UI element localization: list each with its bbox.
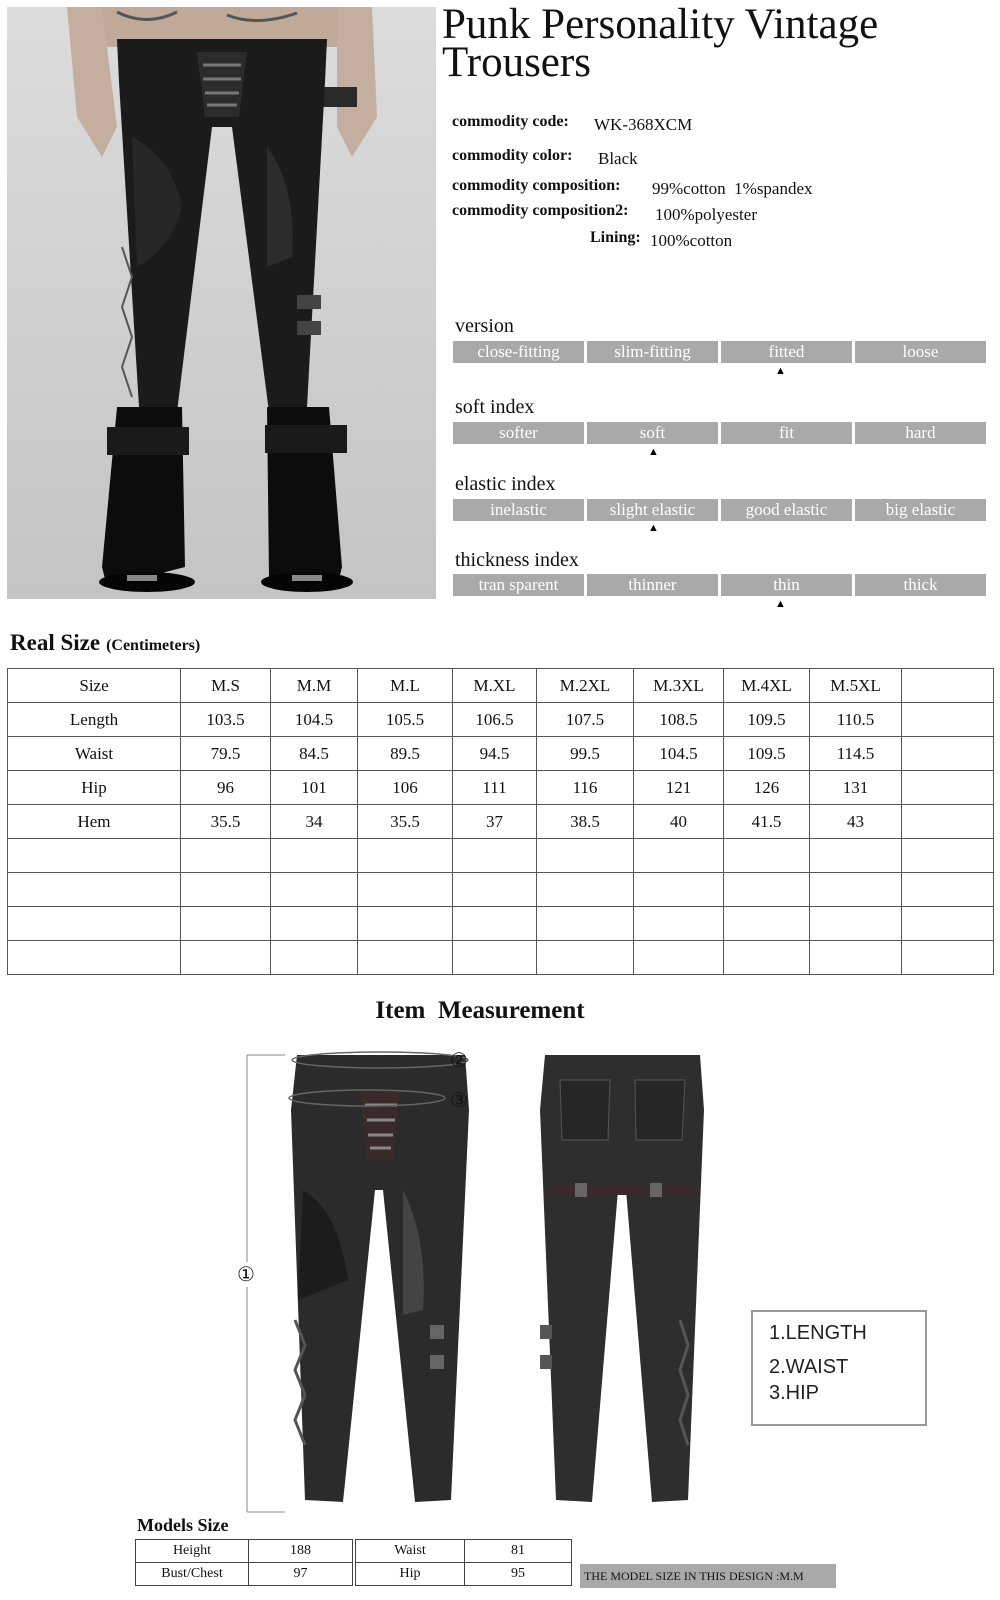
size-table-title: [10, 630, 200, 656]
table-cell: 107.5: [537, 703, 634, 737]
scale-option: thinner: [587, 574, 718, 596]
length-marker: ①: [237, 1264, 255, 1286]
scale-option: close-fitting: [453, 341, 584, 363]
table-cell: 40: [634, 805, 724, 839]
scale-option: thick: [855, 574, 986, 596]
table-cell: Length: [8, 703, 181, 737]
table-cell: 41.5: [724, 805, 810, 839]
product-photo: [7, 7, 436, 599]
table-cell: [634, 839, 724, 873]
table-cell: [810, 907, 902, 941]
table-cell: 97: [249, 1563, 353, 1586]
table-cell: 111: [453, 771, 537, 805]
table-cell: [902, 805, 994, 839]
table-cell: [902, 703, 994, 737]
table-cell: 110.5: [810, 703, 902, 737]
hip-marker: ③: [450, 1090, 468, 1112]
size-table-unit: (Centimeters): [106, 637, 201, 654]
table-cell: [810, 873, 902, 907]
attr-color-value: Black: [598, 149, 638, 168]
table-row: [8, 737, 994, 771]
table-cell: [634, 873, 724, 907]
scale-option: thin: [721, 574, 852, 596]
table-cell: Hem: [8, 805, 181, 839]
table-cell: 84.5: [271, 737, 358, 771]
table-cell: 104.5: [271, 703, 358, 737]
attr-composition-value: 99%cotton 1%spandex: [652, 179, 813, 198]
scale-option: fitted: [721, 341, 852, 363]
scale-selected-marker-soft: ▲: [648, 446, 659, 458]
table-cell: [537, 873, 634, 907]
table-cell: [453, 941, 537, 975]
table-cell: 37: [453, 805, 537, 839]
table-cell: Hip: [8, 771, 181, 805]
table-cell: 96: [181, 771, 271, 805]
table-row: [8, 839, 994, 873]
table-cell: [8, 907, 181, 941]
table-header-cell: Size: [8, 669, 181, 703]
table-cell: 109.5: [724, 737, 810, 771]
table-cell: 94.5: [453, 737, 537, 771]
table-header-cell: M.2XL: [537, 669, 634, 703]
table-cell: [271, 839, 358, 873]
table-cell: [902, 771, 994, 805]
table-cell: 188: [249, 1540, 353, 1563]
table-cell: [453, 839, 537, 873]
table-row: [8, 771, 994, 805]
table-cell: 106.5: [453, 703, 537, 737]
table-cell: Bust/Chest: [136, 1563, 249, 1586]
scale-row-version: [453, 341, 986, 363]
legend-waist: 2.WAIST: [769, 1356, 849, 1378]
table-cell: 101: [271, 771, 358, 805]
table-row: [8, 907, 994, 941]
models-table-right: [355, 1539, 572, 1586]
table-cell: [181, 907, 271, 941]
table-cell: [724, 839, 810, 873]
table-row: [8, 703, 994, 737]
attr-code-value: WK-368XCM: [594, 115, 693, 134]
front-trousers-diagram: [225, 1050, 525, 1520]
table-cell: 106: [358, 771, 453, 805]
scale-title-elastic: elastic index: [455, 473, 556, 495]
table-cell: [453, 873, 537, 907]
table-cell: Hip: [356, 1563, 465, 1586]
table-cell: 104.5: [634, 737, 724, 771]
table-cell: 79.5: [181, 737, 271, 771]
table-header-cell: M.M: [271, 669, 358, 703]
scale-option: slight elastic: [587, 499, 718, 521]
table-cell: Height: [136, 1540, 249, 1563]
model-wearing-trousers-image: [7, 7, 436, 599]
table-cell: 108.5: [634, 703, 724, 737]
scale-option: soft: [587, 422, 718, 444]
product-title: Punk Personality Vintage Trousers: [442, 1, 879, 86]
scale-option: slim-fitting: [587, 341, 718, 363]
table-cell: 131: [810, 771, 902, 805]
measurement-legend: [751, 1310, 927, 1426]
attr-composition2-value: 100%polyester: [655, 205, 757, 224]
table-cell: [537, 839, 634, 873]
item-measurement-title: Item Measurement: [375, 997, 585, 1024]
table-cell: [8, 941, 181, 975]
scale-option: good elastic: [721, 499, 852, 521]
table-cell: [181, 941, 271, 975]
attr-color-label: commodity color:: [452, 147, 573, 164]
table-cell: 105.5: [358, 703, 453, 737]
table-cell: 35.5: [181, 805, 271, 839]
attr-lining-label: Lining:: [590, 229, 641, 246]
table-row: [136, 1563, 353, 1586]
table-row: [356, 1563, 572, 1586]
scale-row-soft: [453, 422, 986, 444]
scale-selected-marker-thickness: ▲: [775, 598, 786, 610]
table-cell: 34: [271, 805, 358, 839]
front-trousers-image: [225, 1050, 525, 1520]
table-header-row: [8, 669, 994, 703]
table-cell: [358, 907, 453, 941]
table-cell: 89.5: [358, 737, 453, 771]
table-cell: [358, 941, 453, 975]
table-cell: [724, 907, 810, 941]
table-cell: [724, 941, 810, 975]
table-cell: [902, 941, 994, 975]
models-table-left: [135, 1539, 353, 1586]
scale-option: softer: [453, 422, 584, 444]
table-cell: 81: [465, 1540, 572, 1563]
scale-selected-marker-version: ▲: [775, 365, 786, 377]
attr-composition-label: commodity composition:: [452, 177, 621, 194]
scale-option: tran sparent: [453, 574, 584, 596]
table-cell: 35.5: [358, 805, 453, 839]
waist-marker: ②: [450, 1050, 468, 1072]
table-cell: [271, 907, 358, 941]
table-cell: [810, 941, 902, 975]
table-cell: [453, 907, 537, 941]
table-cell: 38.5: [537, 805, 634, 839]
table-row: [8, 873, 994, 907]
scale-option: inelastic: [453, 499, 584, 521]
table-row: [136, 1540, 353, 1563]
table-cell: [271, 941, 358, 975]
attr-code-label: commodity code:: [452, 113, 569, 130]
size-table: [7, 668, 994, 975]
table-cell: 99.5: [537, 737, 634, 771]
table-cell: [902, 907, 994, 941]
table-cell: 103.5: [181, 703, 271, 737]
scale-title-thickness: thickness index: [455, 549, 579, 571]
scale-option: loose: [855, 341, 986, 363]
table-cell: [724, 873, 810, 907]
back-trousers-image: [530, 1050, 710, 1520]
table-header-cell: [902, 669, 994, 703]
table-cell: [902, 873, 994, 907]
table-cell: 121: [634, 771, 724, 805]
table-header-cell: M.XL: [453, 669, 537, 703]
table-cell: 114.5: [810, 737, 902, 771]
scale-option: hard: [855, 422, 986, 444]
table-cell: 43: [810, 805, 902, 839]
table-cell: [902, 737, 994, 771]
scale-row-elastic: [453, 499, 986, 521]
scale-option: fit: [721, 422, 852, 444]
scale-title-version: version: [455, 315, 514, 337]
table-cell: [537, 907, 634, 941]
table-header-cell: M.4XL: [724, 669, 810, 703]
table-cell: [634, 907, 724, 941]
attr-composition2-label: commodity composition2:: [452, 202, 629, 219]
table-cell: 116: [537, 771, 634, 805]
table-cell: [902, 839, 994, 873]
scale-row-thickness: [453, 574, 986, 596]
table-cell: [358, 873, 453, 907]
table-cell: [181, 839, 271, 873]
scale-selected-marker-elastic: ▲: [648, 522, 659, 534]
scale-option: big elastic: [855, 499, 986, 521]
table-cell: [537, 941, 634, 975]
table-header-cell: M.3XL: [634, 669, 724, 703]
table-cell: 109.5: [724, 703, 810, 737]
table-row: [8, 941, 994, 975]
scale-title-soft: soft index: [455, 396, 535, 418]
attr-lining-value: 100%cotton: [650, 231, 733, 250]
back-trousers-diagram: [530, 1050, 710, 1520]
table-header-cell: M.S: [181, 669, 271, 703]
table-cell: [271, 873, 358, 907]
size-table-heading: Real Size: [10, 630, 101, 655]
table-header-cell: M.L: [358, 669, 453, 703]
table-cell: [181, 873, 271, 907]
table-cell: [810, 839, 902, 873]
table-cell: [634, 941, 724, 975]
table-header-cell: M.5XL: [810, 669, 902, 703]
table-cell: Waist: [8, 737, 181, 771]
table-cell: Waist: [356, 1540, 465, 1563]
table-cell: [8, 873, 181, 907]
table-cell: 126: [724, 771, 810, 805]
models-size-title: Models Size: [137, 1515, 229, 1535]
legend-hip: 3.HIP: [769, 1382, 820, 1404]
legend-length: 1.LENGTH: [769, 1322, 867, 1344]
table-row: [356, 1540, 572, 1563]
table-row: [8, 805, 994, 839]
table-cell: [8, 839, 181, 873]
table-cell: 95: [465, 1563, 572, 1586]
model-size-note: THE MODEL SIZE IN THIS DESIGN :M.M: [580, 1564, 836, 1588]
table-cell: [358, 839, 453, 873]
